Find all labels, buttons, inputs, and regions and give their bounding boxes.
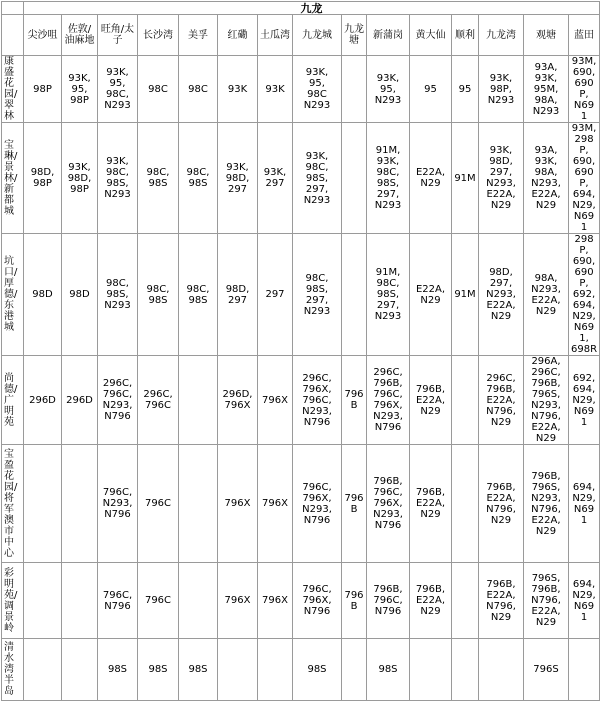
column-header-row xyxy=(2,15,600,56)
column-header: 蓝田 xyxy=(569,15,600,56)
route-table xyxy=(1,1,600,701)
route-cell: 796B, E22A, N29 xyxy=(410,445,452,563)
route-cell xyxy=(24,445,62,563)
route-cell: 93K, 98C, 98S, 297, N293 xyxy=(293,123,342,234)
route-cell: 796C xyxy=(138,445,179,563)
route-cell: 98C, 98S, 297, N293 xyxy=(293,234,342,356)
route-cell: 95 xyxy=(452,56,479,123)
route-cell: 296C, 796C, N293, N796 xyxy=(98,356,138,445)
route-cell: 98S xyxy=(293,639,342,701)
route-cell: 296C, 796C xyxy=(138,356,179,445)
route-cell xyxy=(258,639,293,701)
route-cell: 93A, 93K, 98A, N293, E22A, N29 xyxy=(524,123,569,234)
route-cell: 796B, 796C, N796 xyxy=(367,563,410,639)
corner-cell xyxy=(2,15,24,56)
route-cell: 694, N29, N691 xyxy=(569,445,600,563)
route-cell: E22A, N29 xyxy=(410,234,452,356)
route-cell: E22A, N29 xyxy=(410,123,452,234)
route-cell: 93K, 98C, 98S, N293 xyxy=(98,123,138,234)
route-cell xyxy=(452,639,479,701)
route-cell: 93K, 95, N293 xyxy=(367,56,410,123)
origin-label: 彩明苑/调景岭 xyxy=(2,563,24,639)
route-cell: 98D, 297 xyxy=(218,234,258,356)
route-cell: 98D xyxy=(62,234,98,356)
table-row xyxy=(2,234,600,356)
route-cell: 298P, 690, 690P, 692, 694, N29, N691, 698R xyxy=(569,234,600,356)
route-cell: 796B xyxy=(342,445,367,563)
route-cell: 98C, 98S xyxy=(179,234,218,356)
table-row xyxy=(2,445,600,563)
route-cell: 98D xyxy=(24,234,62,356)
route-cell: 93K, 297 xyxy=(258,123,293,234)
route-cell xyxy=(569,639,600,701)
route-cell: 93M, 298P, 690, 690P, 694, N29, N691 xyxy=(569,123,600,234)
route-cell: 93K xyxy=(258,56,293,123)
origin-label: 宝琳/景林/新都城 xyxy=(2,123,24,234)
column-header: 尖沙咀 xyxy=(24,15,62,56)
route-cell: 98C xyxy=(179,56,218,123)
route-cell: 98S xyxy=(179,639,218,701)
route-cell: 796C, N796 xyxy=(98,563,138,639)
route-cell: 796X xyxy=(218,563,258,639)
route-cell xyxy=(342,123,367,234)
column-header: 土瓜湾 xyxy=(258,15,293,56)
table-row xyxy=(2,56,600,123)
route-cell: 98D, 297, N293, E22A, N29 xyxy=(479,234,524,356)
column-header: 佐敦/油麻地 xyxy=(62,15,98,56)
route-cell: 692, 694, N29, N691 xyxy=(569,356,600,445)
route-cell: 98P xyxy=(24,56,62,123)
route-cell xyxy=(179,445,218,563)
route-cell: 796B, E22A, N796, N29 xyxy=(479,445,524,563)
route-cell: 93K, 95, 98C N293 xyxy=(293,56,342,123)
route-cell xyxy=(452,445,479,563)
column-header: 观塘 xyxy=(524,15,569,56)
route-cell xyxy=(62,639,98,701)
route-cell: 296C, 796B, E22A, N796, N29 xyxy=(479,356,524,445)
column-header: 长沙湾 xyxy=(138,15,179,56)
route-cell xyxy=(62,563,98,639)
route-cell: 796B xyxy=(342,356,367,445)
route-cell: 93K, 98D, 98P xyxy=(62,123,98,234)
route-cell: 796C, 796X, N293, N796 xyxy=(293,445,342,563)
route-cell xyxy=(24,639,62,701)
route-cell: 796C, 796X, N796 xyxy=(293,563,342,639)
route-cell: 95 xyxy=(410,56,452,123)
column-header: 顺利 xyxy=(452,15,479,56)
route-cell: 93M, 690, 690P, N691 xyxy=(569,56,600,123)
route-cell xyxy=(342,56,367,123)
route-cell: 98S xyxy=(367,639,410,701)
table-row xyxy=(2,563,600,639)
route-cell xyxy=(452,356,479,445)
column-header: 美孚 xyxy=(179,15,218,56)
route-cell: 296C, 796B, 796C, 796X, N293, N796 xyxy=(367,356,410,445)
route-cell xyxy=(342,234,367,356)
table-row xyxy=(2,123,600,234)
route-cell: 98C, 98S xyxy=(179,123,218,234)
route-cell xyxy=(410,639,452,701)
route-cell xyxy=(62,445,98,563)
route-cell: 98A, N293, E22A, N29 xyxy=(524,234,569,356)
route-cell: 796X xyxy=(258,563,293,639)
route-cell: 98C, 98S xyxy=(138,123,179,234)
route-cell xyxy=(479,639,524,701)
origin-label: 清水湾半岛 xyxy=(2,639,24,701)
origin-label: 康盛花园/翠林 xyxy=(2,56,24,123)
route-cell: 91M xyxy=(452,234,479,356)
route-cell: 93A, 93K, 95M, 98A, N293 xyxy=(524,56,569,123)
table-row xyxy=(2,639,600,701)
origin-label: 尚德/广明苑 xyxy=(2,356,24,445)
region-header: 九龙 xyxy=(24,2,600,15)
route-cell xyxy=(218,639,258,701)
route-cell: 93K, 95, 98C, N293 xyxy=(98,56,138,123)
route-cell: 98C, 98S xyxy=(138,234,179,356)
route-cell: 796B, E22A, N796, N29 xyxy=(479,563,524,639)
column-header: 九龙城 xyxy=(293,15,342,56)
route-cell xyxy=(24,563,62,639)
column-header: 旺角/太子 xyxy=(98,15,138,56)
route-cell: 91M, 93K, 98C, 98S, 297, N293 xyxy=(367,123,410,234)
route-cell xyxy=(342,639,367,701)
route-cell: 296C, 796X, 796C, N293, N796 xyxy=(293,356,342,445)
table-body xyxy=(2,56,600,701)
route-cell: 93K, 98D, 297, N293, E22A, N29 xyxy=(479,123,524,234)
route-cell: 796X xyxy=(258,356,293,445)
route-cell: 93K, 95, 98P xyxy=(62,56,98,123)
table-row xyxy=(2,356,600,445)
column-header: 九龙湾 xyxy=(479,15,524,56)
route-cell: 296A, 296C, 796B, 796S, N293, N796, E22A, N29 xyxy=(524,356,569,445)
route-cell: 98D, 98P xyxy=(24,123,62,234)
route-cell: 297 xyxy=(258,234,293,356)
column-header: 九龙塘 xyxy=(342,15,367,56)
route-cell: 91M xyxy=(452,123,479,234)
origin-label: 坑口/厚德/东港城 xyxy=(2,234,24,356)
route-cell: 694, N29, N691 xyxy=(569,563,600,639)
route-cell: 98S xyxy=(138,639,179,701)
route-cell: 98C, 98S, N293 xyxy=(98,234,138,356)
route-cell: 93K xyxy=(218,56,258,123)
route-cell: 796C xyxy=(138,563,179,639)
route-cell: 796B xyxy=(342,563,367,639)
route-cell: 796C, N293, N796 xyxy=(98,445,138,563)
column-header: 黄大仙 xyxy=(410,15,452,56)
route-cell: 296D xyxy=(62,356,98,445)
route-cell: 796B, E22A, N29 xyxy=(410,563,452,639)
route-cell: 296D, 796X xyxy=(218,356,258,445)
route-cell xyxy=(179,563,218,639)
route-cell xyxy=(452,563,479,639)
route-cell: 91M, 98C, 98S, 297, N293 xyxy=(367,234,410,356)
origin-label: 宝盈花园/将军澳市中心 xyxy=(2,445,24,563)
route-cell: 796B, 796S, N293, N796, E22A, N29 xyxy=(524,445,569,563)
route-cell: 796B, E22A, N29 xyxy=(410,356,452,445)
route-cell: 796S, 796B, N796, E22A, N29 xyxy=(524,563,569,639)
route-cell: 796X xyxy=(258,445,293,563)
route-cell: 796S xyxy=(524,639,569,701)
route-cell: 93K, 98D, 297 xyxy=(218,123,258,234)
corner-cell xyxy=(2,2,24,15)
route-cell xyxy=(179,356,218,445)
route-cell: 796X xyxy=(218,445,258,563)
column-header: 新蒲岗 xyxy=(367,15,410,56)
route-cell: 93K, 98P, N293 xyxy=(479,56,524,123)
route-cell: 296D xyxy=(24,356,62,445)
column-header: 红磡 xyxy=(218,15,258,56)
route-cell: 98S xyxy=(98,639,138,701)
route-cell: 796B, 796C, 796X, N293, N796 xyxy=(367,445,410,563)
route-cell: 98C xyxy=(138,56,179,123)
